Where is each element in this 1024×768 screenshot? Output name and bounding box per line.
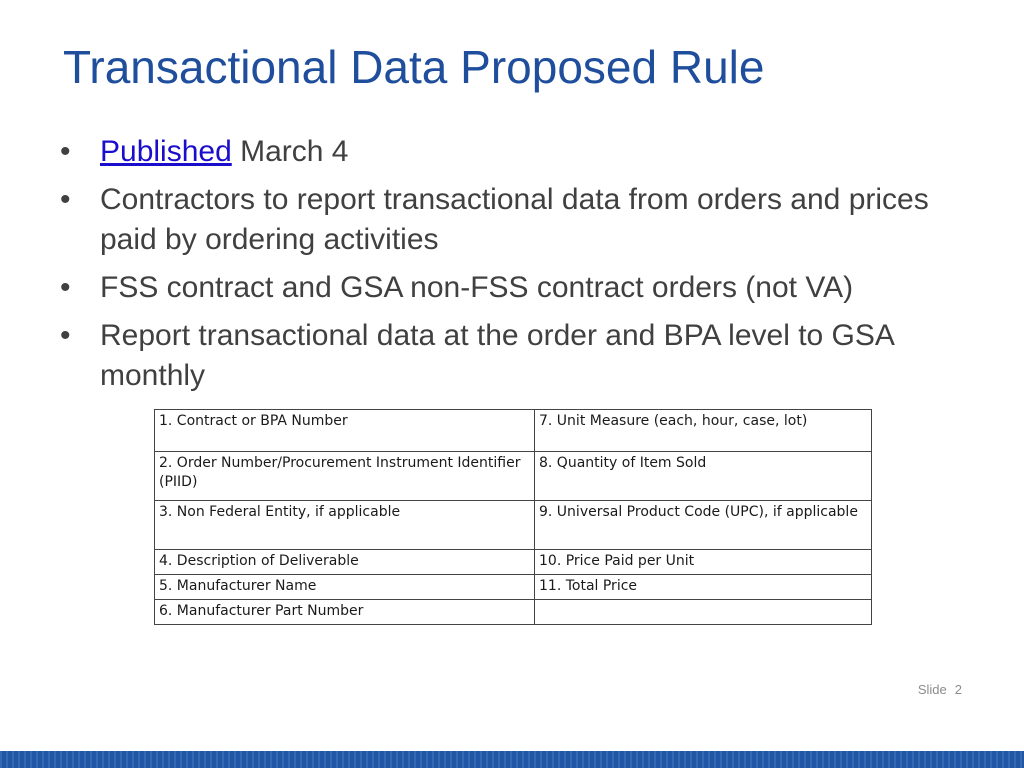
table-row xyxy=(155,575,872,600)
bullet-dot: • xyxy=(60,135,71,168)
published-link[interactable]: Published xyxy=(100,135,232,168)
bullet-item xyxy=(60,316,980,396)
slide-number: 2 xyxy=(954,682,962,697)
table-cell: 1. Contract or BPA Number xyxy=(155,410,535,452)
table-cell: 11. Total Price xyxy=(535,575,872,600)
table-row xyxy=(155,501,872,550)
slide-label-text: Slide xyxy=(917,682,947,697)
table-cell: 4. Description of Deliverable xyxy=(155,550,535,575)
table-cell: 10. Price Paid per Unit xyxy=(535,550,872,575)
bullet-dot: • xyxy=(60,271,71,304)
footer-bar xyxy=(0,751,1024,768)
bullet-item xyxy=(60,268,980,308)
bullet-dot: • xyxy=(60,183,71,216)
table-cell xyxy=(535,600,872,625)
table-cell: 8. Quantity of Item Sold xyxy=(535,452,872,501)
bullet-item xyxy=(60,132,980,172)
table-row xyxy=(155,410,872,452)
table-cell: 2. Order Number/Procurement Instrument Identifier (PIID) xyxy=(155,452,535,501)
table-cell: 3. Non Federal Entity, if applicable xyxy=(155,501,535,550)
bullet-item xyxy=(60,180,980,260)
bullet-text: Report transactional data at the order and BPA level to GSA monthly xyxy=(100,319,894,392)
bullet-dot: • xyxy=(60,319,71,352)
table-row xyxy=(155,550,872,575)
data-elements-table xyxy=(154,409,872,625)
bullet-text: FSS contract and GSA non-FSS contract orders (not VA) xyxy=(100,271,854,304)
bullet-list xyxy=(60,132,980,404)
table-cell: 6. Manufacturer Part Number xyxy=(155,600,535,625)
table-cell: 5. Manufacturer Name xyxy=(155,575,535,600)
table-row xyxy=(155,452,872,501)
slide-title: Transactional Data Proposed Rule xyxy=(63,41,765,93)
bullet-text: Contractors to report transactional data from orders and prices paid by ordering activities xyxy=(100,183,929,256)
table-row xyxy=(155,600,872,625)
table-cell: 9. Universal Product Code (UPC), if applicable xyxy=(535,501,872,550)
slide-number-label xyxy=(918,682,962,697)
bullet-text: March 4 xyxy=(231,135,349,168)
table-cell: 7. Unit Measure (each, hour, case, lot) xyxy=(535,410,872,452)
